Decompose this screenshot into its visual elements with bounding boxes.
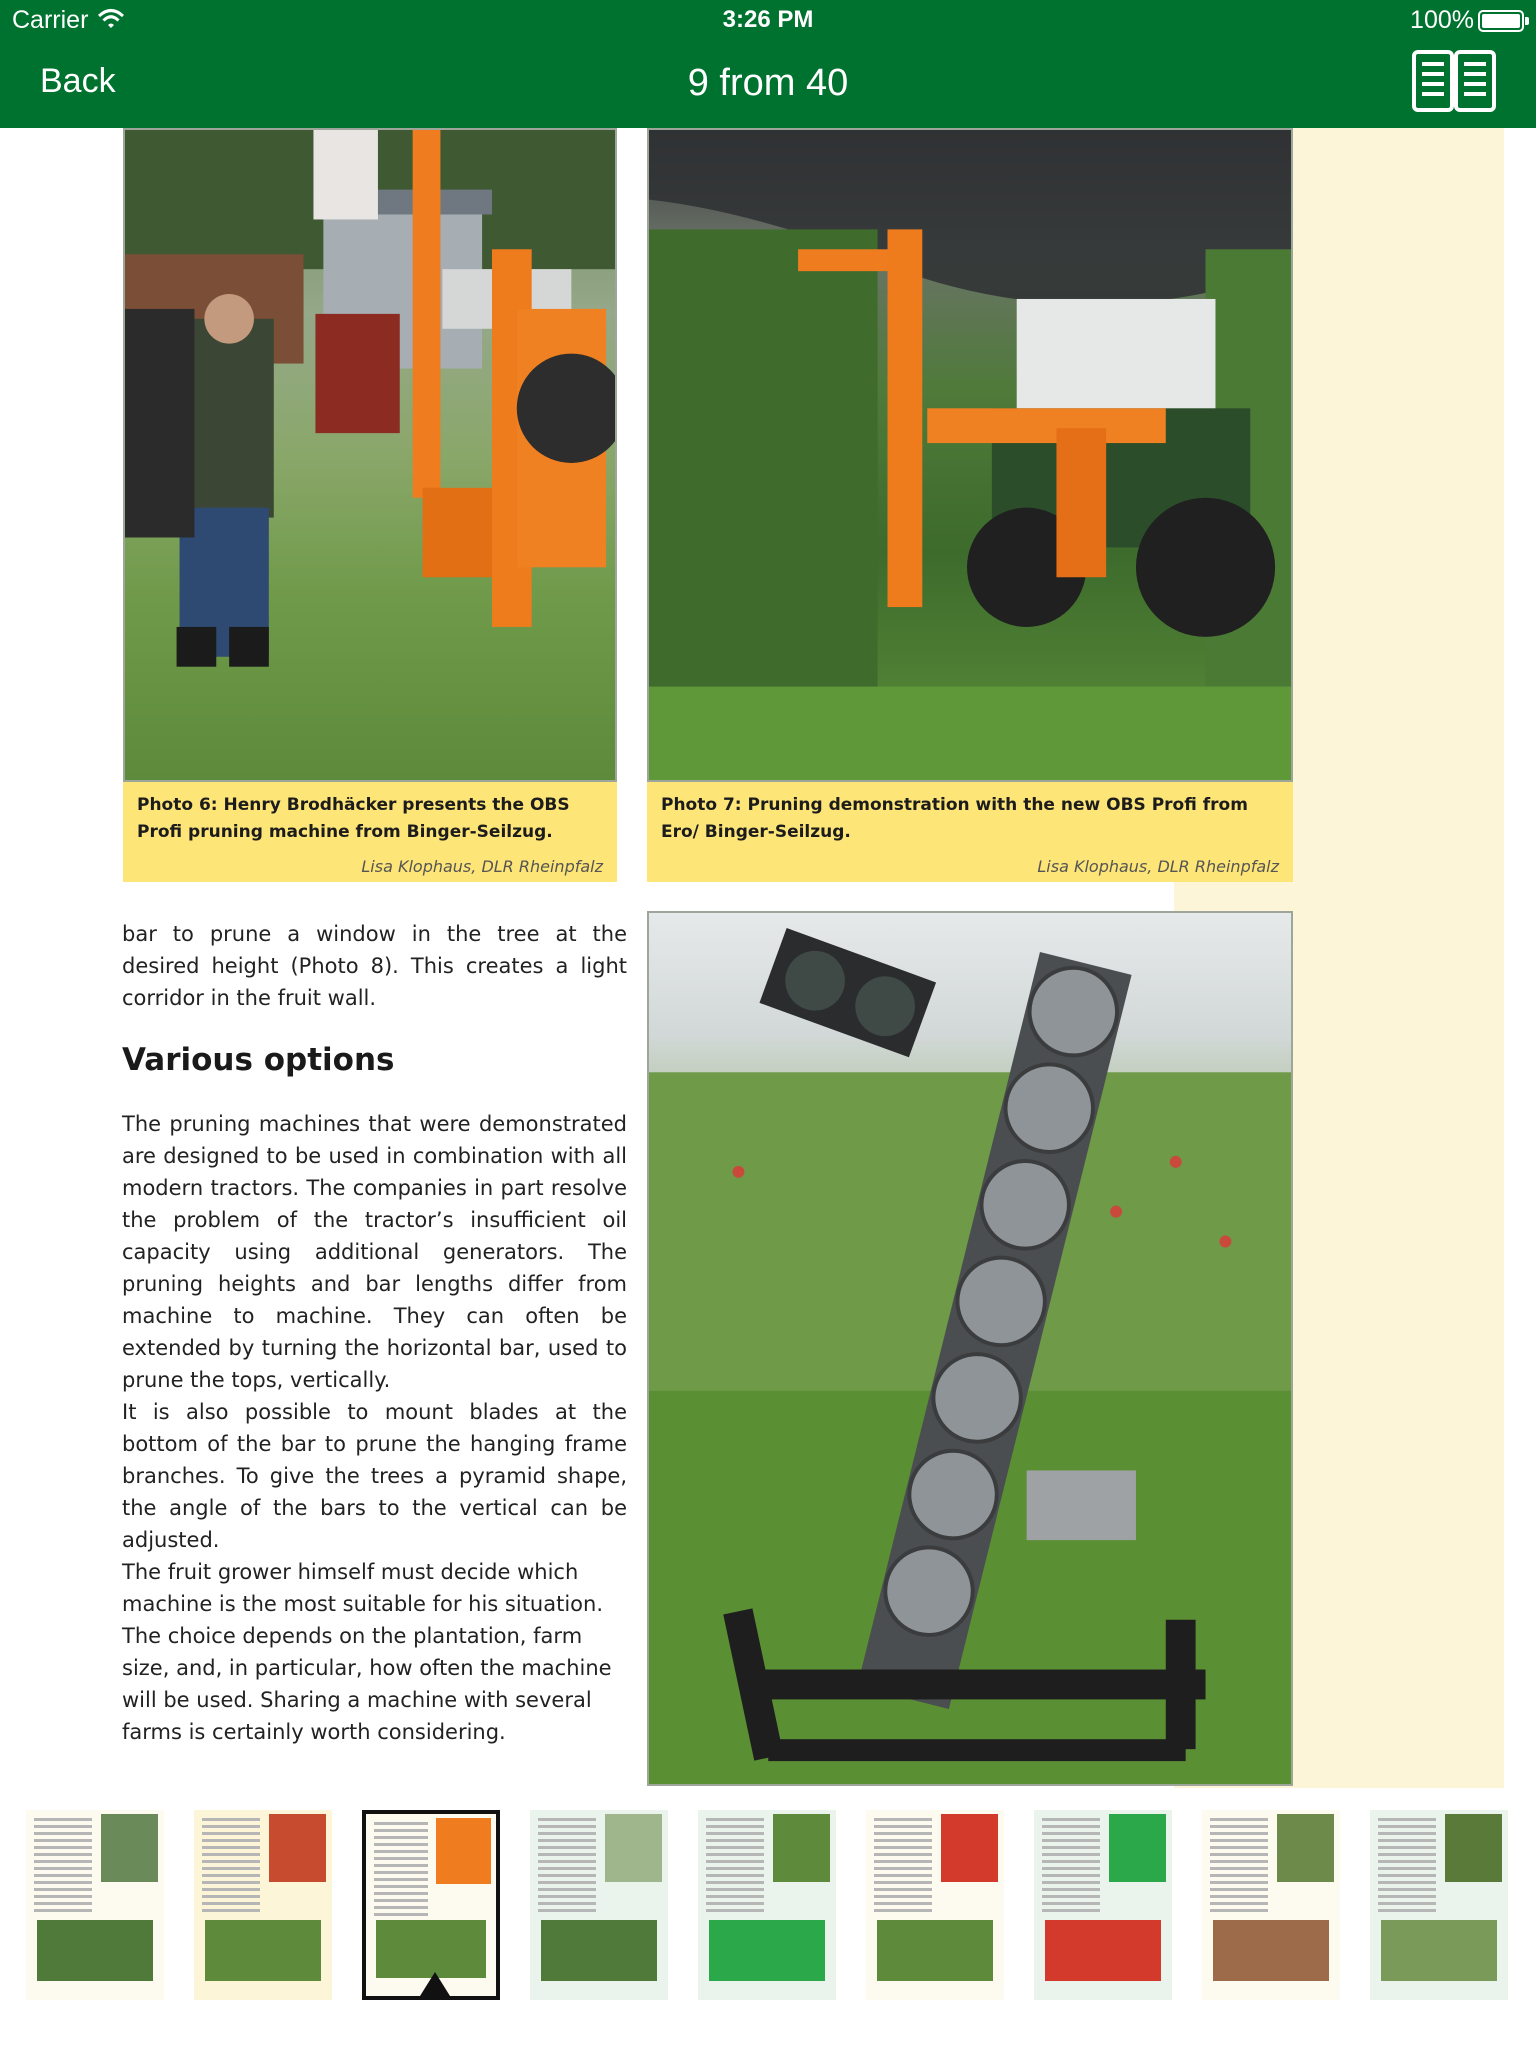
photo-7-credit: Lisa Klophaus, DLR Rheinpfalz <box>1037 857 1279 876</box>
thumbnail-text-line <box>874 1846 932 1849</box>
article-body <box>122 918 627 1748</box>
thumbnail-text-line <box>202 1888 260 1891</box>
thumbnail-text-line <box>706 1888 764 1891</box>
thumbnail-text-line <box>1210 1853 1268 1856</box>
thumbnail-text-line <box>538 1895 596 1898</box>
thumbnail-text-line <box>706 1832 764 1835</box>
thumbnail-text-line <box>202 1881 260 1884</box>
thumbnail-text-line <box>374 1871 429 1874</box>
article-paragraph: The pruning machines that were demonstrated are designed to be used in combination with all modern tractors. The companies in part resolve the problem of the tractor’s insufficient oil capacity using additional generators. The pruning heights and bar lengths differ from machine to machine. They can often be extended by turning the horizontal bar, used to prune the tops, vertically. <box>122 1112 627 1392</box>
thumbnail-text-line <box>538 1832 596 1835</box>
battery-icon <box>1478 10 1524 32</box>
thumbnail-photo <box>1445 1814 1503 1882</box>
thumbnail-text-line <box>874 1825 932 1828</box>
thumbnail-text-line <box>874 1839 932 1842</box>
thumbnail-text-line <box>706 1902 764 1905</box>
thumbnail-photo <box>1213 1920 1329 1981</box>
photo-6-pruning-machine-presentation <box>123 128 617 782</box>
thumbnail-text-line <box>706 1853 764 1856</box>
thumbnail-text-line <box>34 1874 92 1877</box>
thumbnail-text-line <box>1378 1839 1436 1842</box>
photo-7-caption-text: Photo 7: Pruning demonstration with the new OBS Profi from Ero/ Binger-Seilzug. <box>661 795 1248 842</box>
thumbnail-text-line <box>1378 1818 1436 1821</box>
thumbnail-text-line <box>874 1832 932 1835</box>
article-paragraph: It is also possible to mount blades at the bottom of the bar to prune the hanging frame branches. To give the trees a pyramid shape, the angle of the bars to the vertical can be adjusted. <box>122 1400 627 1552</box>
thumbnail-photo <box>877 1920 993 1981</box>
photo-6-caption <box>123 782 617 882</box>
thumbnail-text-line <box>706 1874 764 1877</box>
thumbnail-text-line <box>874 1888 932 1891</box>
thumbnail-text-line <box>538 1825 596 1828</box>
thumbnail-text-line <box>874 1909 932 1912</box>
article-intro: bar to prune a window in the tree at the desired height (Photo 8). This creates a light corridor in the fruit wall. <box>122 922 627 1010</box>
thumbnail-text-line <box>1210 1895 1268 1898</box>
page-thumbnail[interactable] <box>194 1810 332 2000</box>
photo-8-vertical-pruning-bar <box>647 911 1293 1786</box>
thumbnail-photo <box>376 1920 485 1978</box>
thumbnail-text-line <box>706 1846 764 1849</box>
thumbnail-text-line <box>34 1881 92 1884</box>
thumbnail-text-line <box>34 1909 92 1912</box>
thumbnail-text-line <box>874 1895 932 1898</box>
photo-7-pruning-demonstration <box>647 128 1293 782</box>
thumbnail-photo <box>1045 1920 1161 1981</box>
thumbnail-text-line <box>1042 1818 1100 1821</box>
thumbnail-text-line <box>1378 1832 1436 1835</box>
thumbnail-text-line <box>1042 1839 1100 1842</box>
thumbnail-photo <box>37 1920 153 1981</box>
page-thumbnail[interactable] <box>698 1810 836 2000</box>
thumbnail-text-line <box>538 1902 596 1905</box>
page-thumbnail[interactable] <box>866 1810 1004 2000</box>
thumbnail-text-line <box>874 1902 932 1905</box>
thumbnail-text-line <box>1042 1832 1100 1835</box>
thumbnail-photo <box>941 1814 999 1882</box>
thumbnail-photo <box>1109 1814 1167 1882</box>
thumbnail-text-line <box>374 1850 429 1853</box>
thumbnail-text-line <box>374 1829 429 1832</box>
thumbnail-photo <box>541 1920 657 1981</box>
thumbnail-text-line <box>1042 1881 1100 1884</box>
thumbnail-text-line <box>874 1874 932 1877</box>
thumbnail-photo <box>605 1814 663 1882</box>
thumbnail-photo <box>205 1920 321 1981</box>
thumbnail-text-line <box>34 1832 92 1835</box>
thumbnail-text-line <box>538 1909 596 1912</box>
top-navigation-bar <box>0 0 1536 128</box>
thumbnail-text-line <box>874 1881 932 1884</box>
page-thumbnail[interactable] <box>1370 1810 1508 2000</box>
thumbnail-text-line <box>1378 1888 1436 1891</box>
thumbnail-text-line <box>706 1881 764 1884</box>
thumbnail-text-line <box>34 1818 92 1821</box>
thumbnail-text-line <box>1210 1909 1268 1912</box>
thumbnail-text-line <box>1378 1874 1436 1877</box>
thumbnail-text-line <box>202 1818 260 1821</box>
thumbnail-text-line <box>538 1846 596 1849</box>
thumbnail-text-line <box>874 1818 932 1821</box>
thumbnail-text-line <box>1042 1895 1100 1898</box>
section-heading: Various options <box>122 1042 395 1078</box>
photo-6-caption-text: Photo 6: Henry Brodhäcker presents the OBS Profi pruning machine from Binger-Seilzug. <box>137 795 570 842</box>
thumbnail-text-line <box>202 1895 260 1898</box>
thumbnail-text-line <box>34 1839 92 1842</box>
thumbnail-text-line <box>538 1867 596 1870</box>
thumbnail-text-line <box>874 1867 932 1870</box>
thumbnail-text-line <box>34 1867 92 1870</box>
thumbnail-text-line <box>538 1853 596 1856</box>
thumbnail-text-line <box>1210 1825 1268 1828</box>
thumbnail-text-line <box>874 1860 932 1863</box>
thumbnail-text-line <box>374 1906 429 1909</box>
thumbnail-text-line <box>34 1853 92 1856</box>
thumbnail-text-line <box>1042 1888 1100 1891</box>
thumbnail-text-line <box>538 1818 596 1821</box>
thumbnail-text-line <box>706 1895 764 1898</box>
thumbnail-text-line <box>538 1839 596 1842</box>
thumbnail-photo <box>1277 1814 1335 1882</box>
thumbnail-photo <box>1381 1920 1497 1981</box>
thumbnail-text-line <box>374 1822 429 1825</box>
thumbnail-text-line <box>538 1874 596 1877</box>
thumbnail-text-line <box>706 1818 764 1821</box>
thumbnail-text-line <box>202 1832 260 1835</box>
thumbnail-photo <box>101 1814 159 1882</box>
thumbnail-text-line <box>1210 1888 1268 1891</box>
thumbnail-text-line <box>706 1839 764 1842</box>
thumbnail-text-line <box>1210 1839 1268 1842</box>
thumbnail-text-line <box>1210 1902 1268 1905</box>
photo-7-caption <box>647 782 1293 882</box>
carrier-label: Carrier <box>12 6 89 34</box>
thumbnail-text-line <box>538 1881 596 1884</box>
page-thumbnail[interactable] <box>1202 1810 1340 2000</box>
page-thumbnail[interactable] <box>362 1810 500 2000</box>
thumbnail-text-line <box>1042 1874 1100 1877</box>
thumbnail-text-line <box>1210 1818 1268 1821</box>
thumbnail-photo <box>269 1814 327 1882</box>
thumbnail-text-line <box>1378 1860 1436 1863</box>
thumbnail-text-line <box>202 1902 260 1905</box>
thumbnail-text-line <box>1210 1881 1268 1884</box>
photo-6-credit: Lisa Klophaus, DLR Rheinpfalz <box>361 857 603 876</box>
thumbnail-text-line <box>874 1853 932 1856</box>
thumbnail-text-line <box>706 1825 764 1828</box>
thumbnail-text-line <box>34 1895 92 1898</box>
magazine-page[interactable] <box>0 128 1536 1788</box>
thumbnail-text-line <box>34 1888 92 1891</box>
thumbnail-text-line <box>706 1867 764 1870</box>
thumbnail-text-line <box>1378 1881 1436 1884</box>
thumbnail-text-line <box>1210 1846 1268 1849</box>
thumbnail-text-line <box>202 1909 260 1912</box>
current-page-marker-icon <box>420 1972 450 1996</box>
thumbnail-text-line <box>374 1885 429 1888</box>
thumbnail-photo <box>773 1814 831 1882</box>
thumbnail-text-line <box>202 1874 260 1877</box>
thumbnail-text-line <box>1042 1846 1100 1849</box>
book-open-icon[interactable] <box>1412 50 1496 112</box>
thumbnail-text-line <box>202 1853 260 1856</box>
thumbnail-photo <box>709 1920 825 1981</box>
back-button[interactable]: Back <box>40 62 116 100</box>
thumbnail-text-line <box>1378 1909 1436 1912</box>
thumbnail-text-line <box>374 1864 429 1867</box>
thumbnail-text-line <box>374 1899 429 1902</box>
thumbnail-text-line <box>706 1909 764 1912</box>
article-paragraph: The fruit grower himself must decide which machine is the most suitable for his situation. The choice depends on the plantation, farm size, and, in particular, how often the machine will be used. Sharing a machine with several farms is certainly worth considering. <box>122 1560 612 1744</box>
thumbnail-text-line <box>1378 1902 1436 1905</box>
page-counter: 9 from 40 <box>687 62 849 104</box>
thumbnail-text-line <box>538 1888 596 1891</box>
thumbnail-text-line <box>1378 1895 1436 1898</box>
page-thumbnail[interactable] <box>26 1810 164 2000</box>
thumbnail-text-line <box>1378 1867 1436 1870</box>
thumbnail-text-line <box>1378 1825 1436 1828</box>
thumbnail-text-line <box>374 1836 429 1839</box>
clock-label: 3:26 PM <box>722 6 814 33</box>
thumbnail-text-line <box>1210 1867 1268 1870</box>
thumbnail-text-line <box>1210 1860 1268 1863</box>
page-thumbnail[interactable] <box>530 1810 668 2000</box>
thumbnail-text-line <box>202 1839 260 1842</box>
thumbnail-text-line <box>1042 1853 1100 1856</box>
thumbnail-text-line <box>34 1846 92 1849</box>
thumbnail-text-line <box>538 1860 596 1863</box>
thumbnail-text-line <box>1042 1909 1100 1912</box>
page-thumbnail-strip[interactable] <box>0 1788 1536 2048</box>
thumbnail-text-line <box>1210 1874 1268 1877</box>
thumbnail-text-line <box>1042 1867 1100 1870</box>
thumbnail-text-line <box>1210 1832 1268 1835</box>
thumbnail-text-line <box>374 1843 429 1846</box>
page-thumbnail[interactable] <box>1034 1810 1172 2000</box>
thumbnail-text-line <box>1378 1846 1436 1849</box>
thumbnail-text-line <box>374 1857 429 1860</box>
thumbnail-text-line <box>202 1860 260 1863</box>
thumbnail-text-line <box>34 1902 92 1905</box>
thumbnail-text-line <box>1042 1902 1100 1905</box>
thumbnail-photo <box>436 1818 491 1884</box>
thumbnail-text-line <box>34 1825 92 1828</box>
thumbnail-text-line <box>34 1860 92 1863</box>
thumbnail-text-line <box>202 1867 260 1870</box>
thumbnail-text-line <box>1042 1825 1100 1828</box>
thumbnail-text-line <box>202 1846 260 1849</box>
thumbnail-text-line <box>374 1913 429 1916</box>
thumbnail-text-line <box>374 1878 429 1881</box>
thumbnail-text-line <box>374 1892 429 1895</box>
thumbnail-text-line <box>1042 1860 1100 1863</box>
thumbnail-text-line <box>706 1860 764 1863</box>
thumbnail-text-line <box>202 1825 260 1828</box>
battery-percent: 100% <box>1410 6 1474 34</box>
thumbnail-text-line <box>1378 1853 1436 1856</box>
